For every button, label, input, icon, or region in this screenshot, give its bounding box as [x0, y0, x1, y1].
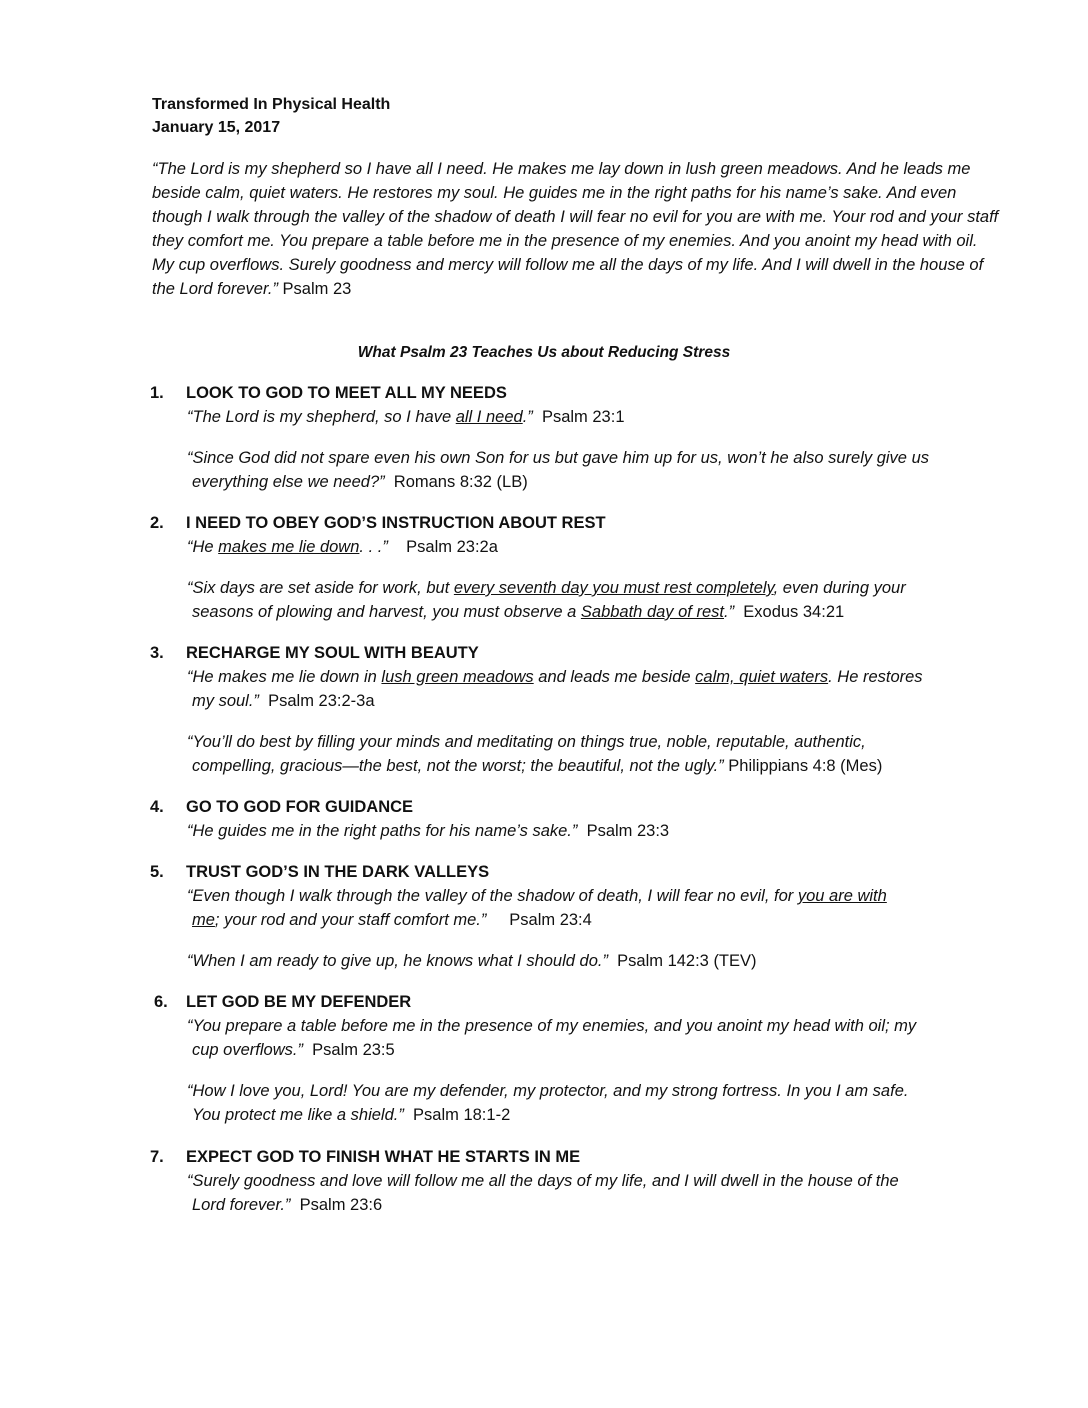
verse-reference: Psalm 23:1 — [541, 408, 625, 426]
item-supporting-verse: “Six days are set aside for work, but every seventh day you must rest completely, even during your seasons of plowing and harvest, you must observe a Sabbath day of rest.” Exodus 34:21 — [187, 579, 906, 621]
item-supporting-verse: “How I love you, Lord! You are my defender, my protector, and my strong fortress. In you I am safe. You protect me like a shield.” Psalm 18:1-2 — [187, 1082, 909, 1124]
item-heading: EXPECT GOD TO FINISH WHAT HE STARTS IN ME — [186, 1148, 581, 1166]
document-title: Transformed In Physical Health — [152, 96, 391, 113]
intro-text: “The Lord is my shepherd so I have all I need. He makes me lay down in lush green meadows. And he leads me beside calm, quiet waters. He restores my soul. He guides me in the right paths for his name’s sake. And even though I walk through the valley of the shadow of death I will fear no evil for you are with me. Your rod and your staff they comfort me. You prepare a table before me in the presence of my enemies. And you anoint my head with oil. My cup overflows. Surely goodness and mercy will follow me all the days of my life. And I will dwell in the house of the Lord forever.” — [152, 160, 999, 298]
underlined-phrase: every seventh day you must rest completely — [453, 579, 774, 597]
verse-reference: Exodus 34:21 — [743, 603, 845, 621]
verse-reference: Romans 8:32 (LB) — [393, 473, 528, 491]
item-verse: “You prepare a table before me in the presence of my enemies, and you anoint my head with oil; my cup overflows.” Psalm 23:5 — [187, 1017, 917, 1059]
item-number: 4. — [150, 798, 164, 816]
underlined-phrase: makes me lie down — [218, 538, 360, 556]
item-number: 7. — [150, 1148, 164, 1166]
item-number: 1. — [150, 384, 164, 402]
document-header — [152, 93, 390, 139]
document-date: January 15, 2017 — [152, 119, 281, 136]
item-number: 3. — [150, 644, 164, 662]
item-number: 5. — [150, 863, 164, 881]
verse-reference: Psalm 23:4 — [509, 911, 592, 929]
item-verse: “He makes me lie down. . .” Psalm 23:2a — [187, 538, 498, 556]
item-heading: GO TO GOD FOR GUIDANCE — [186, 798, 414, 816]
verse-reference: Psalm 23:5 — [312, 1041, 395, 1059]
item-supporting-verse: “You’ll do best by filling your minds and meditating on things true, noble, reputable, authentic, compelling, gracious—the best, not the worst; the beautiful, not the ugly.” Philippians 4:8 (Mes) — [187, 733, 883, 775]
item-heading: I NEED TO OBEY GOD’S INSTRUCTION ABOUT REST — [186, 514, 606, 532]
underlined-phrase: Sabbath day of rest — [580, 603, 724, 621]
item-verse: “Even though I walk through the valley of the shadow of death, I will fear no evil, for you are with me; your rod and your staff comfort me.” Psalm 23:4 — [187, 887, 887, 929]
verse-reference: Psalm 18:1-2 — [413, 1106, 511, 1124]
item-heading: LOOK TO GOD TO MEET ALL MY NEEDS — [186, 384, 507, 402]
underlined-phrase: lush green meadows — [381, 668, 534, 686]
item-verse: “He makes me lie down in lush green meadows and leads me beside calm, quiet waters. He restores my soul.” Psalm 23:2-3a — [187, 668, 923, 710]
section-subtitle: What Psalm 23 Teaches Us about Reducing Stress — [357, 344, 731, 361]
item-number: 6. — [154, 993, 168, 1011]
verse-reference: Psalm 23:2a — [406, 538, 498, 556]
underlined-phrase: you are with — [797, 887, 887, 905]
verse-reference: Psalm 23:3 — [586, 822, 670, 840]
underlined-phrase: all I need — [455, 408, 523, 426]
item-verse: “He guides me in the right paths for his name’s sake.” Psalm 23:3 — [187, 822, 670, 840]
item-heading: RECHARGE MY SOUL WITH BEAUTY — [186, 644, 479, 662]
verse-reference: Psalm 23:6 — [299, 1196, 383, 1214]
item-verse: “The Lord is my shepherd, so I have all I need.” Psalm 23:1 — [187, 408, 625, 426]
item-heading: LET GOD BE MY DEFENDER — [186, 993, 412, 1011]
intro-passage — [152, 157, 1004, 301]
item-supporting-verse: “When I am ready to give up, he knows what I should do.” Psalm 142:3 (TEV) — [187, 952, 757, 970]
verse-reference: Philippians 4:8 (Mes) — [728, 757, 883, 775]
item-verse: “Surely goodness and love will follow me all the days of my life, and I will dwell in the house of the Lord forever.” Psalm 23:6 — [187, 1172, 899, 1214]
verse-reference: Psalm 142:3 (TEV) — [617, 952, 757, 970]
item-number: 2. — [150, 514, 164, 532]
underlined-phrase: calm, quiet waters — [695, 668, 829, 686]
item-heading: TRUST GOD’S IN THE DARK VALLEYS — [186, 863, 490, 881]
item-supporting-verse: “Since God did not spare even his own Son for us but gave him up for us, won’t he also surely give us everything else we need?” Romans 8:32 (LB) — [187, 449, 929, 491]
intro-reference: Psalm 23 — [282, 280, 352, 298]
verse-reference: Psalm 23:2-3a — [268, 692, 375, 710]
underlined-phrase: me — [192, 911, 215, 929]
